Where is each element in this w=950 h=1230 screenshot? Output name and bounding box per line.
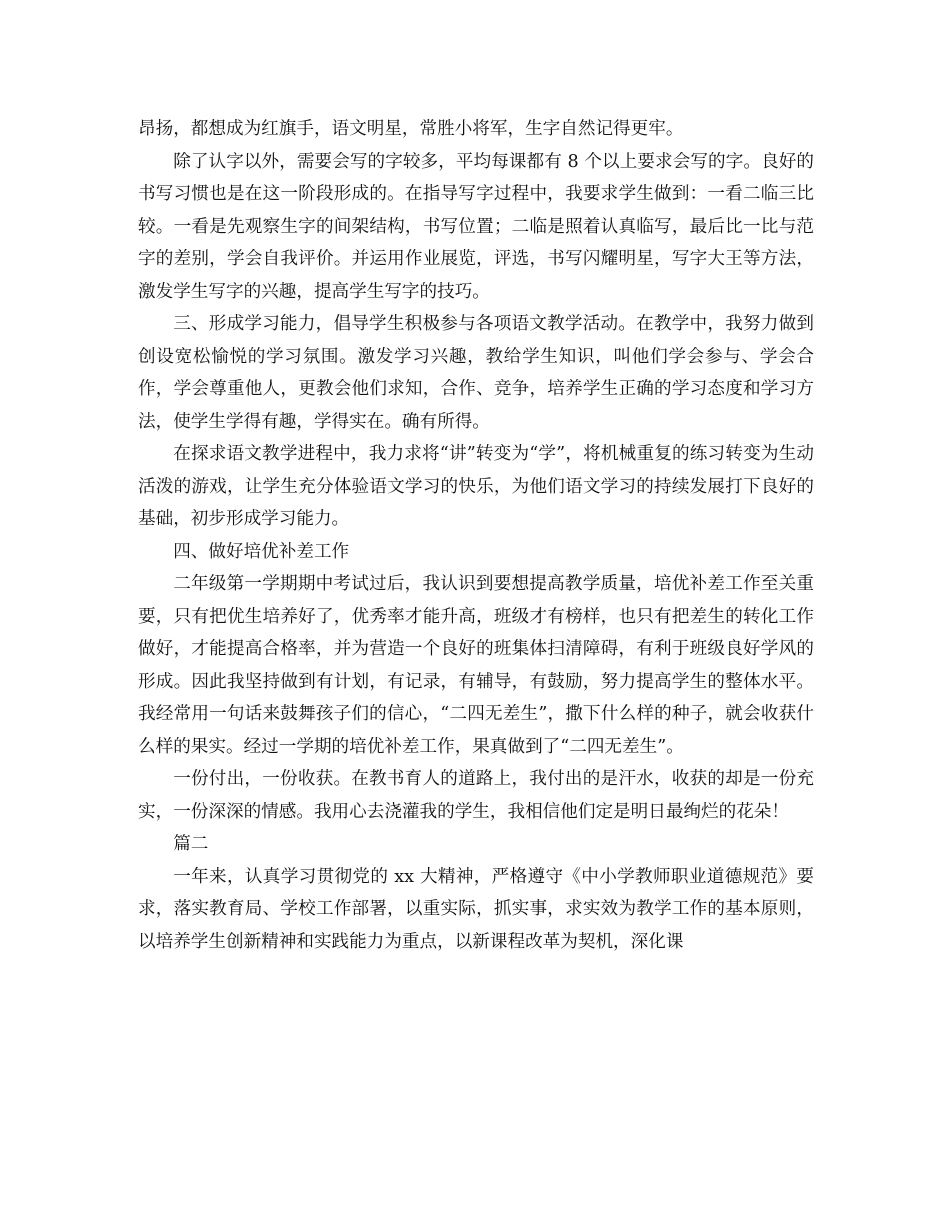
section-heading-part-two: 篇二: [173, 834, 209, 854]
paragraph-tutoring-work: 二年级第一学期期中考试过后，我认识到要想提高教学质量，培优补差工作至关重要，只有把优生培养好了，优秀率才能升高，班级才有榜样，也只有把差生的转化工作做好，才能提高合格率，并为营造一个良好的班集体扫清障碍，有利于班级良好学风的形成。因此我坚持做到有计划，有记录，有辅导，有鼓励，努力提高学生的整体水平。我经常用一句话来鼓舞孩子们的信心，“二四无差生”，撒下什么样的种子，就会收获什么样的果实。经过一学期的培优补差工作，果真做到了“二四无差生”。: [138, 574, 814, 757]
section-heading-tutoring: 四、做好培优补差工作: [173, 541, 350, 562]
paragraph-reflection: 一份付出，一份收获。在教书育人的道路上，我付出的是汗水，收获的却是一份充实，一份深深的情感。我用心去浇灌我的学生，我相信他们定是明日最绚烂的花朵！: [138, 769, 814, 822]
paragraph-part-two-intro: 一年来，认真学习贯彻党的 xx 大精神，严格遵守《中小学教师职业道德规范》要求，落实教育局、学校工作部署，以重实际，抓实事，求实效为教学工作的基本原则，以培养学生创新精神和实践能力为重点，以新课程改革为契机，深化课: [138, 866, 814, 952]
paragraph-writing-habits: 除了认字以外，需要会写的字较多，平均每课都有 8 个以上要求会写的字。良好的书写习惯也是在这一阶段形成的。在指导写字过程中，我要求学生做到：一看二临三比较。一看是先观察生字的间架结构，书写位置；二临是照着认真临写，最后比一比与范字的差别，学会自我评价。并运用作业展览，评选，书写闪耀明星，写字大王等方法，激发学生写字的兴趣，提高学生写字的技巧。: [138, 151, 814, 302]
paragraph-continuation: 昂扬，都想成为红旗手，语文明星，常胜小将军，生字自然记得更牢。: [138, 119, 684, 139]
paragraph-teaching-process: 在探求语文教学进程中，我力求将“讲”转变为“学”，将机械重复的练习转变为生动活泼的游戏，让学生充分体验语文学习的快乐，为他们语文学习的持续发展打下良好的基础，初步形成学习能力。: [138, 444, 814, 529]
paragraph-learning-ability: 三、形成学习能力，倡导学生积极参与各项语文教学活动。在教学中，我努力做到创设宽松愉悦的学习氛围。激发学习兴趣，教给学生知识，叫他们学会参与、学会合作，学会尊重他人，更教会他们求知，合作、竞争，培养学生正确的学习态度和学习方法，使学生学得有趣，学得实在。确有所得。: [138, 314, 814, 432]
document-body: [138, 113, 814, 958]
